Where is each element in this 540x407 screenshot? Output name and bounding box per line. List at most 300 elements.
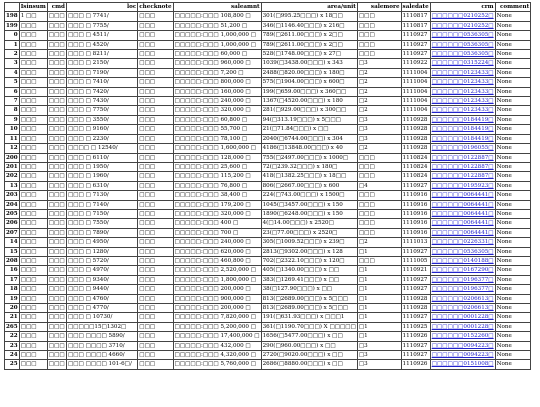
crm-cell <box>430 332 495 341</box>
crm-cell <box>430 12 495 21</box>
saledate-cell: 1111005 <box>401 256 430 265</box>
crm-cell <box>430 59 495 68</box>
area-cell: 1045(□3457.00□□□) x 150 <box>261 200 357 209</box>
salemore-cell: □1 <box>357 247 401 256</box>
checknote-cell: □□□ <box>138 78 173 87</box>
crm-link[interactable]: □□□□□□0196055□ <box>431 145 494 152</box>
cmd-cell: □□□ <box>48 257 65 264</box>
saledate-cell: 1111004 <box>401 97 430 106</box>
crm-link[interactable]: □□□□□□0210252□ <box>431 22 494 29</box>
crm-link[interactable]: □□□□□□0184419□ <box>431 116 494 123</box>
table-row <box>5 144 540 153</box>
row-index: 198 <box>6 13 18 20</box>
salemore-cell: □2 <box>357 97 401 106</box>
checknote-cell: □□□ <box>138 172 173 181</box>
checknote-cell: □□□ <box>138 238 173 247</box>
cmd-cell: □□□ <box>48 267 65 274</box>
crm-link[interactable]: □□□□□□0151008□ <box>431 361 494 368</box>
crm-link[interactable]: □□□□□□0536305□ <box>431 32 494 39</box>
crm-link[interactable]: □□□□□□0167290□ <box>431 267 494 274</box>
salemore-cell: □4 <box>357 181 401 190</box>
crm-link[interactable]: □□□□□□0315224□ <box>431 60 494 67</box>
crm-cell <box>430 322 495 331</box>
saleamnt-cell: □□□□□:□□□ 620,000 □ <box>173 247 261 256</box>
area-cell: 224(□743.00□□□) x 1500□ <box>261 191 357 200</box>
crm-cell <box>430 200 495 209</box>
checknote-cell: □□□ <box>138 313 173 322</box>
salemore-cell: □1 <box>357 294 401 303</box>
loc-cell: □□□ □ 9340/ <box>66 275 137 284</box>
checknote-cell: □□□ <box>138 125 173 134</box>
saleamnt-cell: □□□□□:□□□ 1,800,000 □ <box>173 275 261 284</box>
comment-cell: None <box>495 294 531 303</box>
isinsum-cell: □□□ <box>19 21 47 30</box>
crm-cell <box>430 294 495 303</box>
saledate-cell: 1110927 <box>401 313 430 322</box>
checknote-cell: □□□ <box>138 266 173 275</box>
table-row <box>5 172 540 181</box>
area-cell: 199(□659.00□□□) x 360□□ <box>261 87 357 96</box>
comment-cell: None <box>495 285 531 294</box>
crm-link[interactable]: □□□□□□0206613□ <box>431 305 494 311</box>
table-row <box>5 50 540 59</box>
saleamnt-cell: □□□□□:□□□ 55,700 □ <box>173 125 261 134</box>
loc-cell: □□□ □ 5720/ <box>66 256 137 265</box>
table-row <box>5 275 540 284</box>
checknote-cell: □□□ <box>138 322 173 331</box>
crm-cell <box>430 285 495 294</box>
cmd-cell: □□□ <box>48 116 65 123</box>
area-cell: 301(□995.25□□□) x 18□□ <box>261 12 357 21</box>
saledate-cell: 1111004 <box>401 78 430 87</box>
cmd-cell: □□□ <box>48 342 65 349</box>
crm-link[interactable]: □□□□□□0123433□ <box>431 98 494 105</box>
checknote-cell: □□□ <box>138 360 173 369</box>
loc-cell: □□□ □ 4770/ <box>66 304 137 313</box>
saledate-cell: 1110927 <box>401 181 430 190</box>
area-cell: 1367(□4520.00□□□) x 180 <box>261 97 357 106</box>
comment-cell: None <box>495 97 531 106</box>
crm-link[interactable]: □□□□□□0536305□ <box>431 51 494 58</box>
checknote-cell: □□□ <box>138 162 173 171</box>
loc-cell: □□□ □ 7130/ <box>66 191 137 200</box>
isinsum-cell: □□□ <box>19 115 47 124</box>
crm-link[interactable]: □□□□□□0064441□ <box>431 201 494 208</box>
cmd-cell: □□□ <box>48 201 65 208</box>
table-row <box>5 256 540 265</box>
saleamnt-cell: □□□□□:□□□ 200,000 □ <box>173 285 261 294</box>
crm-link[interactable]: □□□□□□0123433□ <box>431 79 494 86</box>
table-row <box>5 115 540 124</box>
comment-cell: None <box>495 238 531 247</box>
crm-link[interactable]: □□□□□□0210252□ <box>431 13 494 20</box>
checknote-cell: □□□ <box>138 285 173 294</box>
salemore-cell: □2 <box>357 238 401 247</box>
loc-cell: □□□ □ 2150/ <box>66 59 137 68</box>
saleamnt-cell: □□□□□:□□□ 460,800 □ <box>173 256 261 265</box>
table-row <box>5 332 540 341</box>
saleamnt-cell: □□□□□:□□□ 800,000 □ <box>173 78 261 87</box>
row-index: 6 <box>5 87 20 96</box>
saleamnt-cell: □□□□□:□□□ 5,200,000 □ <box>173 322 261 331</box>
saleamnt-cell: □□□□□:□□□ 1,000,000 □ <box>173 40 261 49</box>
saleamnt-cell: □□□□□:□□□ 700 □ <box>173 228 261 237</box>
saleamnt-cell: □□□□□:□□□ 400 □ <box>173 219 261 228</box>
row-index: 201 <box>6 163 18 170</box>
crm-cell <box>430 228 495 237</box>
table-row <box>5 341 540 350</box>
isinsum-cell: □□□ <box>19 191 47 200</box>
saledate-cell: 1110928 <box>401 125 430 134</box>
saledate-cell: 1110926 <box>401 360 430 369</box>
cmd-cell: □□□ <box>48 361 65 368</box>
loc-cell: □□□ □ 9160/ <box>66 125 137 134</box>
isinsum-cell: □□□ <box>19 209 47 218</box>
crm-link[interactable]: □□□□□□0122887□ <box>431 154 494 161</box>
crm-link[interactable]: □□□□□□0064441□ <box>431 210 494 217</box>
saledate-cell: 1110824 <box>401 153 430 162</box>
row-index: 7 <box>5 97 20 106</box>
isinsum-cell: □□□ <box>19 144 47 153</box>
saledate-cell: 1110824 <box>401 172 430 181</box>
crm-link[interactable]: □□□□□□0064441□ <box>431 220 494 227</box>
row-index: 12 <box>5 144 20 153</box>
crm-cell <box>430 21 495 30</box>
cmd-cell: □□□ <box>48 60 65 67</box>
table-row <box>5 228 540 237</box>
salemore-cell: □1 <box>357 332 401 341</box>
table-row <box>5 219 540 228</box>
saledate-cell: 1110817 <box>401 21 430 30</box>
saleamnt-cell: □□□□□:□□□ 60,000 □ <box>173 50 261 59</box>
saleamnt-cell: □□□□□:□□□ 240,000 □ <box>173 238 261 247</box>
loc-cell: □□□ □ 4950/ <box>66 238 137 247</box>
isinsum-cell: □□□ <box>19 304 47 313</box>
row-index: 23 <box>5 341 20 350</box>
crm-cell <box>430 360 495 369</box>
crm-cell <box>430 68 495 77</box>
crm-link[interactable]: □□□□□□0140188□ <box>431 257 494 264</box>
isinsum-cell: □□□ <box>19 275 47 284</box>
crm-link[interactable]: □□□□□□0196377□ <box>431 286 494 293</box>
area-cell: 2040(□6744.00□□□) x 304 <box>261 134 357 143</box>
comment-cell: None <box>495 322 531 331</box>
checknote-cell: □□□ <box>138 275 173 284</box>
saledate-cell: 1111013 <box>401 238 430 247</box>
salemore-cell: □□□ <box>357 12 401 21</box>
salemore-cell: □□□ <box>357 256 401 265</box>
table-row <box>5 294 540 303</box>
crm-link[interactable]: □□□□□□0001228□ <box>431 323 494 330</box>
checknote-cell: □□□ <box>138 153 173 162</box>
table-row <box>5 59 540 68</box>
row-index: 15 <box>5 247 20 256</box>
crm-link[interactable]: □□□□□□0536305□ <box>431 41 494 48</box>
area-cell: 94(□313.19□□□) x 5□□□ <box>261 115 357 124</box>
crm-link[interactable]: □□□□□□0195923□ <box>431 182 494 189</box>
crm-cell <box>430 313 495 322</box>
crm-cell <box>430 31 495 40</box>
isinsum-cell: □□□ <box>19 78 47 87</box>
salemore-cell: □3 <box>357 360 401 369</box>
crm-link[interactable]: □□□□□□0064441□ <box>431 192 494 199</box>
comment-cell: None <box>495 40 531 49</box>
saledate-cell: 1110922 <box>401 59 430 68</box>
table-row <box>5 68 540 77</box>
salemore-cell: □3 <box>357 115 401 124</box>
cmd-cell: □□□ <box>48 220 65 227</box>
loc-cell: □□□ □ 7190/ <box>66 68 137 77</box>
salemore-cell: □1 <box>357 285 401 294</box>
checknote-cell: □□□ <box>138 181 173 190</box>
crm-cell <box>430 78 495 87</box>
saleamnt-cell: □□□□□:□□□ 320,000 □ <box>173 106 261 115</box>
checknote-cell: □□□ <box>138 115 173 124</box>
header-salemore: salemore <box>357 3 401 12</box>
table-row <box>5 12 540 21</box>
row-index: 13 <box>5 181 20 190</box>
loc-cell: □□□ □ 7741/ <box>66 12 137 21</box>
cmd-cell: □□□ <box>48 79 65 86</box>
loc-cell: □□□□ □ 12540/ <box>66 144 137 153</box>
cmd-cell: □□□ <box>48 22 65 29</box>
isinsum-cell: □□□ <box>19 40 47 49</box>
table-row <box>5 134 540 143</box>
crm-cell <box>430 181 495 190</box>
crm-link[interactable]: □□□□□□0094223□ <box>431 352 494 359</box>
comment-cell: None <box>495 219 531 228</box>
saleamnt-cell: □□□□□:□□□ 115,200 □ <box>173 172 261 181</box>
area-cell: 702(□2322.10□□□) x 120□ <box>261 256 357 265</box>
row-index: 19 <box>5 294 20 303</box>
saledate-cell: 1110824 <box>401 162 430 171</box>
loc-cell: □□□ □ 7755/ <box>66 21 137 30</box>
salemore-cell: □□□ <box>357 219 401 228</box>
salemore-cell: □2 <box>357 68 401 77</box>
table-row <box>5 21 540 30</box>
loc-cell: □□□ □ 3550/ <box>66 115 137 124</box>
crm-link[interactable]: □□□□□□0226331□ <box>431 239 494 246</box>
table-row <box>5 285 540 294</box>
row-index: 8 <box>5 106 20 115</box>
isinsum-cell: □□□ <box>19 68 47 77</box>
crm-cell <box>430 351 495 360</box>
area-cell: 1890(□6248.00□□□) x 150 <box>261 209 357 218</box>
isinsum-cell: □□□ <box>19 238 47 247</box>
loc-cell: □□□ □ 4760/ <box>66 294 137 303</box>
isinsum-cell: □□□ <box>19 106 47 115</box>
isinsum-cell: □□□ <box>19 247 47 256</box>
cmd-cell: □□□ <box>48 276 65 283</box>
area-cell: 346(□1146.40□□□) x 216□ <box>261 21 357 30</box>
salemore-cell: □□□ <box>357 50 401 59</box>
checknote-cell: □□□ <box>138 97 173 106</box>
comment-cell: None <box>495 12 531 21</box>
salemore-cell: □□□ <box>357 200 401 209</box>
comment-cell: None <box>495 68 531 77</box>
crm-cell <box>430 144 495 153</box>
table-row <box>5 31 540 40</box>
crm-cell <box>430 106 495 115</box>
crm-link[interactable]: □□□□□□0064441□ <box>431 229 494 236</box>
checknote-cell: □□□ <box>138 87 173 96</box>
saleamnt-cell: □□□□□:□□□ 78,100 □ <box>173 134 261 143</box>
cmd-cell: □□□ <box>48 286 65 293</box>
comment-cell: None <box>495 332 531 341</box>
crm-link[interactable]: □□□□□□0184419□ <box>431 126 494 133</box>
isinsum-cell: □□□ <box>19 285 47 294</box>
crm-link[interactable]: □□□□□□0123433□ <box>431 69 494 76</box>
salemore-cell: □2 <box>357 78 401 87</box>
saledate-cell: 1110916 <box>401 209 430 218</box>
salemore-cell: □□□ <box>357 162 401 171</box>
loc-cell: □□□ □ 2230/ <box>66 134 137 143</box>
loc-cell: □□□ □ 7420/ <box>66 87 137 96</box>
cmd-cell: □□□ <box>48 69 65 76</box>
crm-link[interactable]: □□□□□□0094223□ <box>431 342 494 349</box>
loc-cell: □□□ □ 1960/ <box>66 172 137 181</box>
saledate-cell: 1110925 <box>401 322 430 331</box>
comment-cell: None <box>495 360 531 369</box>
saleamnt-cell: □□□□□:□□□ 200,000 □ <box>173 304 261 313</box>
isinsum-cell: □□□ <box>19 50 47 59</box>
crm-link[interactable]: □□□□□□0123433□ <box>431 88 494 95</box>
isinsum-cell: □□□ <box>19 332 47 341</box>
cmd-cell: □□□ <box>48 13 65 20</box>
salemore-cell: □3 <box>357 59 401 68</box>
saledate-cell: 1110926 <box>401 332 430 341</box>
area-cell: 755(□2497.00□□□) x 1000□ <box>261 153 357 162</box>
saledate-cell: 1110927 <box>401 285 430 294</box>
cmd-cell: □□□ <box>48 305 65 311</box>
crm-link[interactable]: □□□□□□0122887□ <box>431 173 494 180</box>
saledate-cell: 1110916 <box>401 191 430 200</box>
saledate-cell: 1110928 <box>401 115 430 124</box>
saleamnt-cell: □□□□□:□□□ 5,760,000 □ <box>173 360 261 369</box>
area-cell: 4186(□13848.00□□□) x 40 <box>261 144 357 153</box>
saledate-cell: 1110927 <box>401 275 430 284</box>
crm-cell <box>430 304 495 313</box>
crm-link[interactable]: □□□□□□0206613□ <box>431 295 494 302</box>
row-index: 9 <box>5 115 20 124</box>
crm-cell <box>430 134 495 143</box>
crm-link[interactable]: □□□□□□0184419□ <box>431 135 494 142</box>
crm-cell <box>430 50 495 59</box>
header-comment: comment <box>495 3 531 12</box>
row-index: 202 <box>6 173 18 180</box>
area-cell: 1039(□3438.00□□□) x 343 <box>261 59 357 68</box>
crm-link[interactable]: □□□□□□0196377□ <box>431 276 494 283</box>
row-index: 206 <box>6 220 18 227</box>
saleamnt-cell: □□□□□:□□□ 320,000 □ <box>173 209 261 218</box>
crm-link[interactable]: □□□□□□0122887□ <box>431 163 494 170</box>
table-row <box>5 40 540 49</box>
checknote-cell: □□□ <box>138 21 173 30</box>
isinsum-cell: □□□ <box>19 153 47 162</box>
comment-cell: None <box>495 106 531 115</box>
cmd-cell: □□□ <box>48 51 65 58</box>
saledate-cell: 1111004 <box>401 106 430 115</box>
comment-cell: None <box>495 247 531 256</box>
saleamnt-cell: □□□□□:□□□ 25,600 □ <box>173 162 261 171</box>
cmd-cell: □□□ <box>48 145 65 152</box>
cmd-cell: □□□ <box>48 314 65 321</box>
cmd-cell: □□□ <box>48 88 65 95</box>
row-index: 200 <box>6 154 18 161</box>
crm-link[interactable]: □□□□□□0152260□ <box>431 333 494 340</box>
crm-link[interactable]: □□□□□□0536305□ <box>431 248 494 255</box>
saledate-cell: 1110928 <box>401 134 430 143</box>
crm-cell <box>430 256 495 265</box>
checknote-cell: □□□ <box>138 59 173 68</box>
isinsum-cell: □□□ <box>19 341 47 350</box>
crm-cell <box>430 97 495 106</box>
crm-link[interactable]: □□□□□□0123433□ <box>431 107 494 114</box>
row-index: 2 <box>5 50 20 59</box>
salemore-cell: □□□ <box>357 228 401 237</box>
header-saledate: saledate <box>402 4 429 10</box>
row-index: 199 <box>6 22 18 29</box>
comment-cell: None <box>495 87 531 96</box>
crm-cell <box>430 87 495 96</box>
area-cell: 361(□1190.70□□□) X □□□□□ <box>262 323 356 330</box>
row-index: 21 <box>5 313 20 322</box>
table-row <box>5 304 540 313</box>
row-index: 204 <box>6 201 18 208</box>
row-index: 4 <box>5 68 20 77</box>
crm-link[interactable]: □□□□□□0001228□ <box>431 314 494 321</box>
salemore-cell: □3 <box>357 134 401 143</box>
checknote-cell: □□□ <box>138 247 173 256</box>
salemore-cell: □1 <box>357 275 401 284</box>
area-cell: 191(□631.93□□□) x □□□1 <box>261 313 357 322</box>
area-cell: 528(□1748.00□□□) x 27□ <box>261 50 357 59</box>
records-table <box>4 2 540 370</box>
comment-cell: None <box>495 59 531 68</box>
salemore-cell: □3 <box>357 125 401 134</box>
row-index: 25 <box>5 360 20 369</box>
row-index: 16 <box>5 266 20 275</box>
comment-cell: None <box>495 191 531 200</box>
isinsum-cell: 1 □□ <box>19 12 47 21</box>
isinsum-cell: □□□ <box>19 313 47 322</box>
isinsum-cell: □□□ <box>19 200 47 209</box>
comment-cell: None <box>495 172 531 181</box>
loc-cell: □□□ □ 7140/ <box>66 200 137 209</box>
loc-cell: □□□ □ 6110/ <box>66 153 137 162</box>
crm-cell <box>430 266 495 275</box>
row-index: 1 <box>5 40 20 49</box>
checknote-cell: □□□ <box>138 50 173 59</box>
saleamnt-cell: □□□□□:□□□ 108,800 □ <box>173 12 261 21</box>
area-cell: 575(□1904.00□□□) x 600□ <box>261 78 357 87</box>
loc-cell: □□□ □ 7150/ <box>66 209 137 218</box>
comment-cell: None <box>495 162 531 171</box>
checknote-cell: □□□ <box>138 191 173 200</box>
area-cell: 2720(□9020.00□□□) x □□ <box>261 351 357 360</box>
salemore-cell: □□□ <box>357 40 401 49</box>
area-cell: 23(□77.00□□□) x 2520□ <box>261 228 357 237</box>
row-index: 3 <box>5 59 20 68</box>
loc-cell: □□□□□15□1302□ <box>66 322 137 331</box>
isinsum-cell: □□□ <box>19 125 47 134</box>
saledate-cell: 1110916 <box>401 228 430 237</box>
checknote-cell: □□□ <box>138 219 173 228</box>
crm-cell <box>430 115 495 124</box>
loc-cell: □□□ □ 9440/ <box>66 285 137 294</box>
row-index: 14 <box>5 238 20 247</box>
area-cell: 418(□1382.25□□□) x 18□□ <box>261 172 357 181</box>
